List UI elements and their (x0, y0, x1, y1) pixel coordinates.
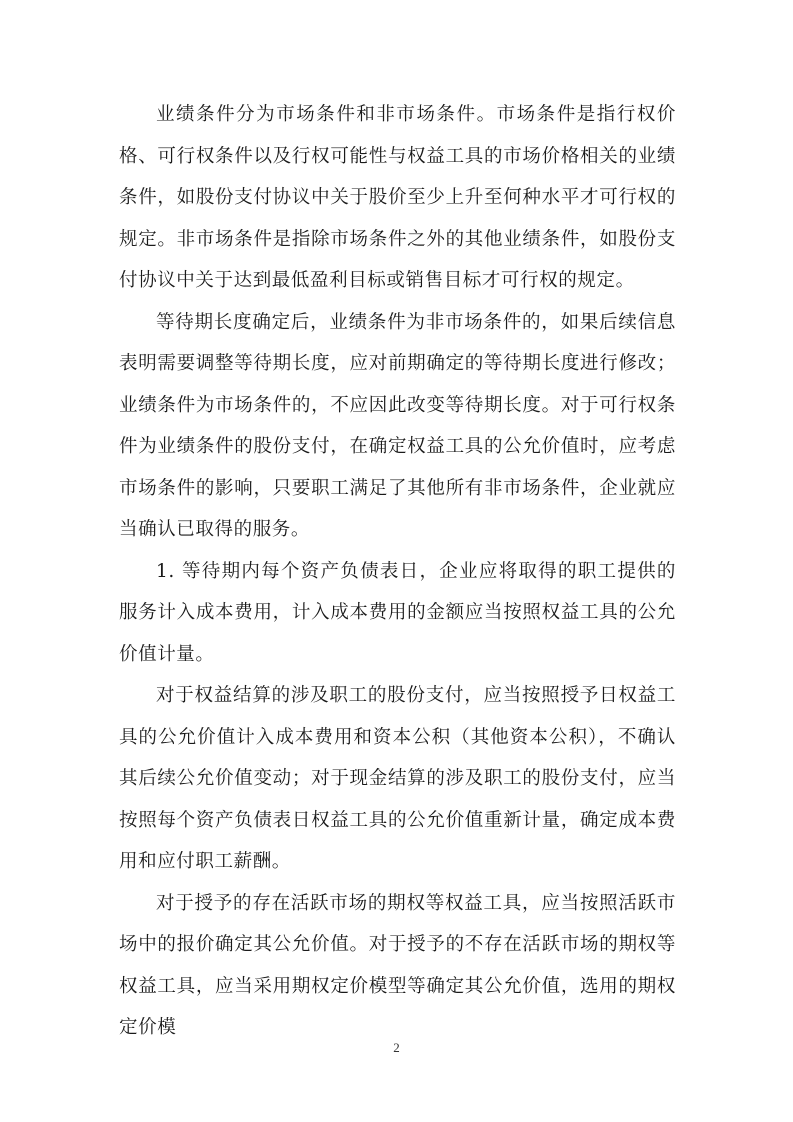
body-text (119, 94, 676, 1049)
paragraph-equity-cash-settlement: 对于权益结算的涉及职工的股份支付，应当按照授予日权益工具的公允价值计入成本费用和资本公积（其他资本公积），不确认其后续公允价值变动；对于现金结算的涉及职工的股份支付，应当按照每个资产负债表日权益工具的公允价值重新计量，确定成本费用和应付职工薪酬。 (119, 685, 676, 872)
paragraph-item-1: 1. 等待期内每个资产负债表日，企业应将取得的职工提供的服务计入成本费用，计入成本费用的金额应当按照权益工具的公允价值计量。 (119, 560, 676, 665)
paragraph-vesting-period: 等待期长度确定后，业绩条件为非市场条件的，如果后续信息表明需要调整等待期长度，应对前期确定的等待期长度进行修改；业绩条件为市场条件的，不应因此改变等待期长度。对于可行权条件为业绩条件的股份支付，在确定权益工具的公允价值时，应考虑市场条件的影响，只要职工满足了其他所有非市场条件，企业就应当确认已取得的服务。 (119, 311, 676, 540)
paragraph-fair-value: 对于授予的存在活跃市场的期权等权益工具，应当按照活跃市场中的报价确定其公允价值。对于授予的不存在活跃市场的期权等权益工具，应当采用期权定价模型等确定其公允价值，选用的期权定价模 (119, 892, 676, 1038)
paragraph-market-conditions: 业绩条件分为市场条件和非市场条件。市场条件是指行权价格、可行权条件以及行权可能性与权益工具的市场价格相关的业绩条件，如股份支付协议中关于股价至少上升至何种水平才可行权的规定。非市场条件是指除市场条件之外的其他业绩条件，如股份支付协议中关于达到最低盈利目标或销售目标才可行权的规定。 (119, 104, 676, 291)
page-number: 2 (393, 1040, 400, 1055)
